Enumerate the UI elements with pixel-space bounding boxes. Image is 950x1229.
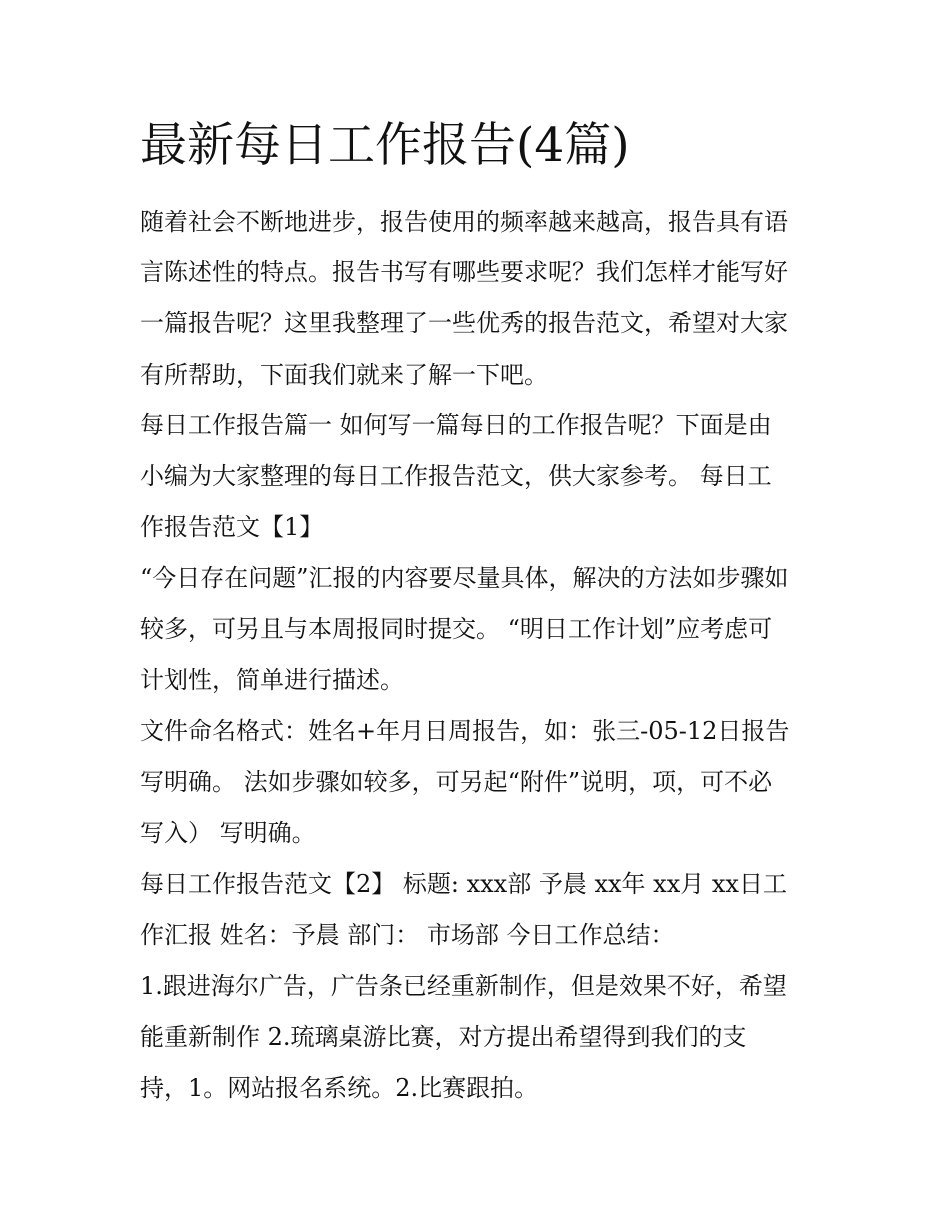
body-line: 有所帮助，下面我们就来了解一下吧。: [140, 361, 548, 389]
body-line: 计划性，简单进行描述。: [140, 666, 404, 694]
body-line: 小编为大家整理的每日工作报告范文，供大家参考。 每日工: [140, 462, 772, 490]
body-line: 写明确。 法如步骤如较多，可另起“附件”说明，项，可不必: [140, 768, 773, 796]
body-line: 较多，可另且与本周报同时提交。 “明日工作计划”应考虑可: [140, 615, 773, 643]
body-line: 每日工作报告篇一 如何写一篇每日的工作报告呢？下面是由: [140, 411, 772, 439]
body-line: 1.跟进海尔广告，广告条已经重新制作，但是效果不好，希望: [140, 972, 787, 1000]
body-line: 写入） 写明确。: [140, 819, 316, 847]
body-line: 随着社会不断地进步，报告使用的频率越来越高，报告具有语: [140, 208, 788, 236]
body-line: 作报告范文【1】: [140, 513, 324, 541]
document-title: 最新每日工作报告(4篇): [140, 118, 630, 173]
body-line: 持，1。网站报名系统。2.比赛跟拍。: [140, 1074, 539, 1102]
body-line: “今日存在问题”汇报的内容要尽量具体，解决的方法如步骤如: [140, 564, 789, 592]
body-line: 一篇报告呢？这里我整理了一些优秀的报告范文，希望对大家: [140, 309, 788, 337]
body-line: 每日工作报告范文【2】 标题: xxx部 予晨 xx年 xx月 xx日工: [140, 870, 787, 898]
body-line: 能重新制作 2.琉璃桌游比赛，对方提出希望得到我们的支: [140, 1023, 747, 1051]
body-line: 作汇报 姓名：予晨 部门： 市场部 今日工作总结：: [140, 921, 675, 949]
body-line: 文件命名格式：姓名+年月日周报告，如：张三-05-12日报告: [140, 717, 790, 745]
body-line: 言陈述性的特点。报告书写有哪些要求呢？我们怎样才能写好: [140, 258, 788, 286]
